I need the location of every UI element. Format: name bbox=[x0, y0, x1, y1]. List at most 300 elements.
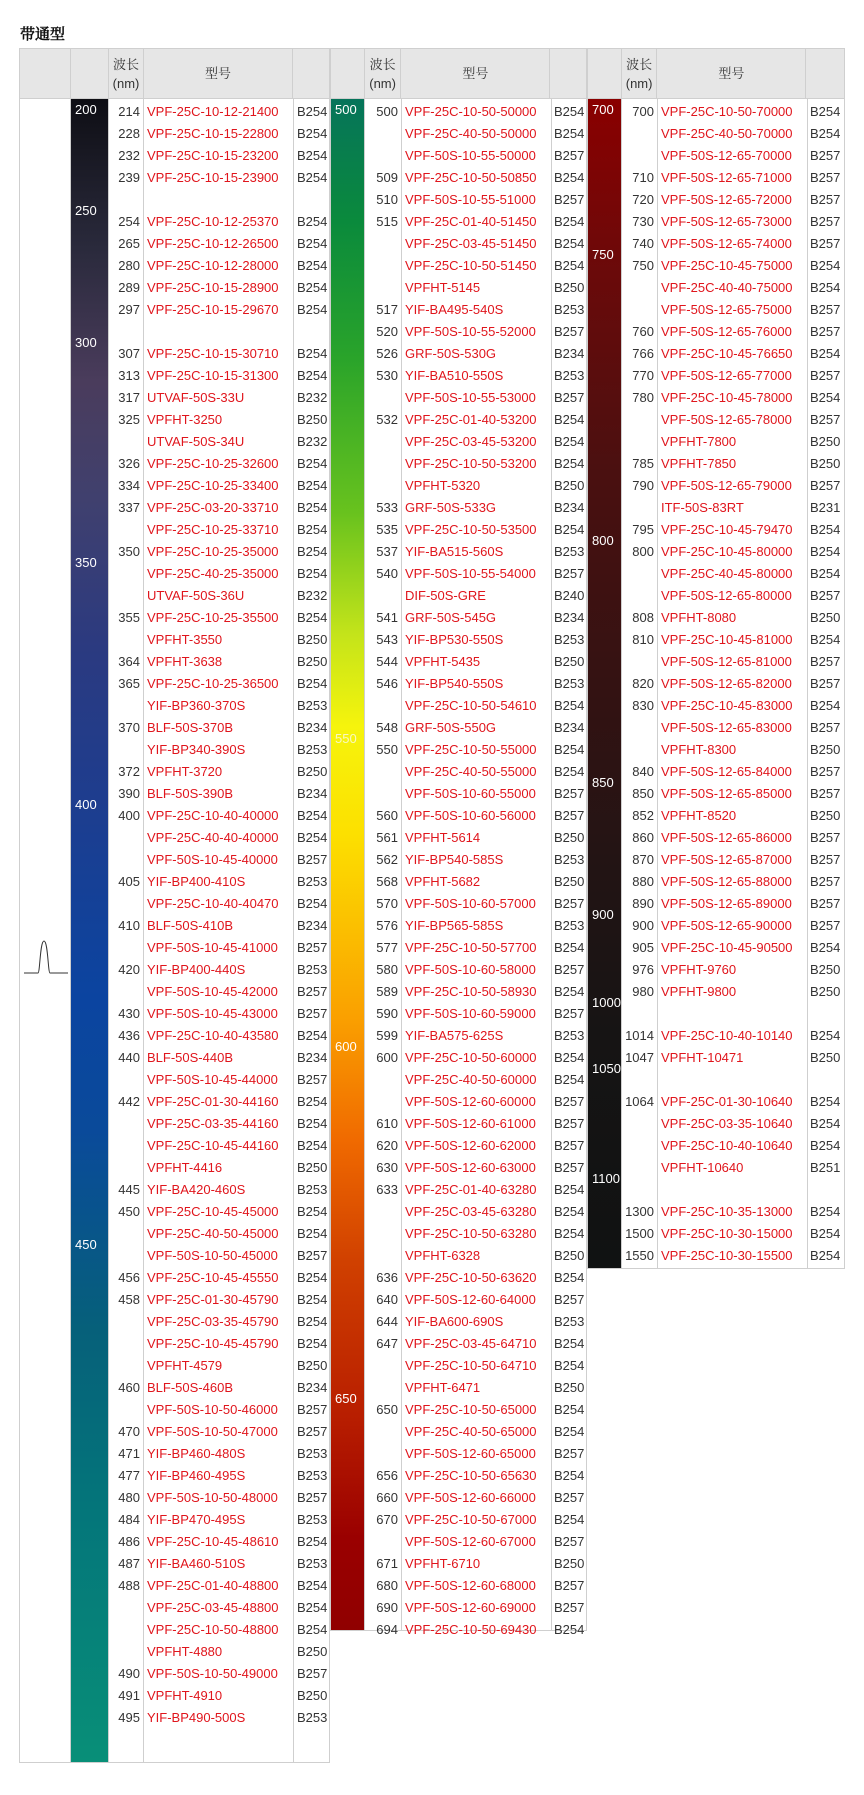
model-link[interactable]: VPF-25C-10-12-28000 bbox=[147, 258, 279, 273]
wavelength-cell: 710 bbox=[632, 170, 654, 185]
catalog-code-cell: B254 bbox=[810, 1138, 841, 1153]
model-link[interactable]: VPF-25C-40-50-70000 bbox=[661, 126, 793, 141]
model-link[interactable]: VPF-25C-03-45-48800 bbox=[147, 1600, 279, 1615]
model-link[interactable]: YIF-BA495-540S bbox=[405, 302, 504, 317]
model-link[interactable]: YIF-BP400-410S bbox=[147, 874, 246, 889]
model-link[interactable]: VPFHT-3720 bbox=[147, 764, 223, 779]
wavelength-cell: 740 bbox=[632, 236, 654, 251]
model-link[interactable]: VPF-50S-12-65-71000 bbox=[661, 170, 792, 185]
wavelength-cell: 313 bbox=[118, 368, 140, 383]
model-link[interactable]: VPFHT-5614 bbox=[405, 830, 481, 845]
model-link[interactable]: VPF-25C-10-45-78000 bbox=[661, 390, 793, 405]
model-link[interactable]: VPF-25C-10-25-32600 bbox=[147, 456, 279, 471]
model-link[interactable]: VPF-25C-10-12-21400 bbox=[147, 104, 279, 119]
model-link[interactable]: VPF-25C-10-50-48800 bbox=[147, 1622, 279, 1637]
model-link[interactable]: VPF-50S-12-60-69000 bbox=[405, 1600, 536, 1615]
model-link[interactable]: VPF-25C-10-12-26500 bbox=[147, 236, 279, 251]
wavelength-cell: 325 bbox=[118, 412, 140, 427]
catalog-code-cell: B257 bbox=[810, 324, 841, 339]
table-row bbox=[331, 1245, 586, 1267]
catalog-code-cell: B250 bbox=[297, 632, 328, 647]
catalog-code-cell: B232 bbox=[297, 390, 328, 405]
model-link[interactable]: VPF-25C-10-50-58930 bbox=[405, 984, 537, 999]
wavelength-cell: 491 bbox=[118, 1688, 140, 1703]
model-link[interactable]: VPF-25C-10-15-29670 bbox=[147, 302, 279, 317]
table-row bbox=[20, 167, 329, 189]
model-link[interactable]: VPF-25C-01-40-48800 bbox=[147, 1578, 279, 1593]
model-link[interactable]: VPF-50S-10-50-48000 bbox=[147, 1490, 278, 1505]
model-link[interactable]: VPF-50S-12-65-80000 bbox=[661, 588, 792, 603]
wavelength-cell: 630 bbox=[376, 1160, 398, 1175]
table-row bbox=[20, 629, 329, 651]
model-link[interactable]: VPF-25C-10-45-45790 bbox=[147, 1336, 279, 1351]
model-link[interactable]: VPFHT-8080 bbox=[661, 610, 737, 625]
table-body bbox=[330, 99, 587, 1637]
model-link[interactable]: VPF-50S-12-65-72000 bbox=[661, 192, 792, 207]
catalog-code-cell: B254 bbox=[810, 126, 841, 141]
model-link[interactable]: VPF-25C-10-40-43580 bbox=[147, 1028, 279, 1043]
model-link[interactable]: VPF-25C-10-50-65000 bbox=[405, 1402, 537, 1417]
model-link[interactable]: VPF-50S-10-55-54000 bbox=[405, 566, 536, 581]
catalog-code-cell: B250 bbox=[554, 830, 585, 845]
catalog-code-cell: B231 bbox=[810, 500, 841, 515]
catalog-code-cell: B232 bbox=[297, 434, 328, 449]
model-link[interactable]: VPF-50S-12-65-77000 bbox=[661, 368, 792, 383]
table-row bbox=[588, 541, 844, 563]
model-link[interactable]: VPF-25C-10-45-80000 bbox=[661, 544, 793, 559]
model-link[interactable]: BLF-50S-460B bbox=[147, 1380, 233, 1395]
model-link[interactable]: VPFHT-3550 bbox=[147, 632, 223, 647]
table-row bbox=[331, 1597, 586, 1619]
catalog-code-cell: B250 bbox=[297, 1358, 328, 1373]
model-link[interactable]: VPFHT-7800 bbox=[661, 434, 737, 449]
table-row bbox=[331, 277, 586, 299]
model-link[interactable]: VPFHT-4579 bbox=[147, 1358, 223, 1373]
table-row bbox=[20, 1223, 329, 1245]
model-link[interactable]: YIF-BP540-585S bbox=[405, 852, 504, 867]
model-link[interactable]: VPF-25C-10-15-31300 bbox=[147, 368, 279, 383]
table-row bbox=[331, 651, 586, 673]
table-body bbox=[587, 99, 845, 1269]
model-link[interactable]: VPF-25C-03-20-33710 bbox=[147, 500, 279, 515]
model-link[interactable]: VPF-50S-10-50-46000 bbox=[147, 1402, 278, 1417]
catalog-code-cell: B254 bbox=[297, 1622, 328, 1637]
model-link[interactable]: VPF-25C-03-45-64710 bbox=[405, 1336, 537, 1351]
model-link[interactable]: DIF-50S-GRE bbox=[405, 588, 486, 603]
catalog-code-cell: B254 bbox=[297, 500, 328, 515]
model-link[interactable]: VPFHT-4416 bbox=[147, 1160, 223, 1175]
model-link[interactable]: VPF-25C-10-40-40000 bbox=[147, 808, 279, 823]
catalog-code-cell: B250 bbox=[554, 478, 585, 493]
catalog-code-cell: B257 bbox=[810, 588, 841, 603]
model-link[interactable]: YIF-BA420-460S bbox=[147, 1182, 246, 1197]
model-link[interactable]: YIF-BP470-495S bbox=[147, 1512, 246, 1527]
model-link[interactable]: VPF-25C-10-30-15500 bbox=[661, 1248, 793, 1263]
model-link[interactable]: YIF-BP340-390S bbox=[147, 742, 246, 757]
model-link[interactable]: VPF-25C-10-25-35500 bbox=[147, 610, 279, 625]
model-link[interactable]: VPF-50S-12-60-60000 bbox=[405, 1094, 536, 1109]
model-link[interactable]: VPF-25C-10-50-60000 bbox=[405, 1050, 537, 1065]
model-link[interactable]: YIF-BA575-625S bbox=[405, 1028, 504, 1043]
wavelength-cell: 694 bbox=[376, 1622, 398, 1637]
model-link[interactable]: VPFHT-10640 bbox=[661, 1160, 744, 1175]
wavelength-cell: 541 bbox=[376, 610, 398, 625]
model-link[interactable]: VPF-25C-03-45-63280 bbox=[405, 1204, 537, 1219]
model-link[interactable]: VPF-25C-01-40-53200 bbox=[405, 412, 537, 427]
model-link[interactable]: YIF-BP360-370S bbox=[147, 698, 246, 713]
model-link[interactable]: GRF-50S-533G bbox=[405, 500, 497, 515]
catalog-code-cell: B250 bbox=[297, 1644, 328, 1659]
model-link[interactable]: YIF-BP530-550S bbox=[405, 632, 504, 647]
table-row bbox=[588, 365, 844, 387]
model-link[interactable]: UTVAF-50S-33U bbox=[147, 390, 245, 405]
wavelength-cell: 840 bbox=[632, 764, 654, 779]
catalog-code-cell: B257 bbox=[554, 1446, 585, 1461]
model-link[interactable]: VPF-25C-03-35-45790 bbox=[147, 1314, 279, 1329]
model-link[interactable]: VPF-25C-40-50-60000 bbox=[405, 1072, 537, 1087]
model-link[interactable]: VPF-50S-12-65-88000 bbox=[661, 874, 792, 889]
model-link[interactable]: VPF-50S-12-60-68000 bbox=[405, 1578, 536, 1593]
wavelength-cell: 880 bbox=[632, 874, 654, 889]
model-link[interactable]: VPF-25C-10-40-40470 bbox=[147, 896, 279, 911]
model-link[interactable]: VPFHT-3250 bbox=[147, 412, 223, 427]
model-link[interactable]: VPF-50S-12-65-78000 bbox=[661, 412, 792, 427]
wavelength-cell: 326 bbox=[118, 456, 140, 471]
bandpass-table-nir bbox=[587, 48, 845, 1269]
model-link[interactable]: VPF-25C-40-40-75000 bbox=[661, 280, 793, 295]
catalog-code-cell: B254 bbox=[297, 258, 328, 273]
model-link[interactable]: VPF-25C-01-30-44160 bbox=[147, 1094, 279, 1109]
model-link[interactable]: VPFHT-7850 bbox=[661, 456, 737, 471]
model-link[interactable]: VPFHT-10471 bbox=[661, 1050, 744, 1065]
model-link[interactable]: VPF-25C-40-50-55000 bbox=[405, 764, 537, 779]
model-link[interactable]: VPF-50S-12-65-82000 bbox=[661, 676, 792, 691]
model-link[interactable]: VPF-50S-12-65-83000 bbox=[661, 720, 792, 735]
model-link[interactable]: BLF-50S-390B bbox=[147, 786, 233, 801]
catalog-code-cell: B254 bbox=[297, 214, 328, 229]
catalog-code-cell: B254 bbox=[297, 126, 328, 141]
model-link[interactable]: VPF-25C-10-15-30710 bbox=[147, 346, 279, 361]
table-row bbox=[20, 365, 329, 387]
table-row bbox=[20, 1091, 329, 1113]
table-row bbox=[331, 123, 586, 145]
model-link[interactable]: VPF-50S-10-45-40000 bbox=[147, 852, 278, 867]
table-row bbox=[588, 387, 844, 409]
model-link[interactable]: VPFHT-3638 bbox=[147, 654, 223, 669]
catalog-code-cell: B257 bbox=[554, 1138, 585, 1153]
model-link[interactable]: YIF-BP460-495S bbox=[147, 1468, 246, 1483]
wavelength-cell: 500 bbox=[376, 104, 398, 119]
model-link[interactable]: VPF-50S-12-60-62000 bbox=[405, 1138, 536, 1153]
model-link[interactable]: YIF-BP540-550S bbox=[405, 676, 504, 691]
table-row bbox=[20, 1575, 329, 1597]
table-row bbox=[331, 475, 586, 497]
catalog-code-cell: B257 bbox=[554, 1600, 585, 1615]
table-row bbox=[20, 321, 329, 343]
table-row bbox=[588, 167, 844, 189]
table-row bbox=[20, 761, 329, 783]
model-link[interactable]: VPF-25C-10-50-53200 bbox=[405, 456, 537, 471]
model-link[interactable]: VPFHT-9800 bbox=[661, 984, 737, 999]
model-link[interactable]: VPFHT-5145 bbox=[405, 280, 481, 295]
model-link[interactable]: VPF-25C-10-50-55000 bbox=[405, 742, 537, 757]
model-link[interactable]: VPF-25C-03-35-44160 bbox=[147, 1116, 279, 1131]
model-link[interactable]: VPF-50S-12-65-85000 bbox=[661, 786, 792, 801]
model-link[interactable]: VPF-50S-12-65-79000 bbox=[661, 478, 792, 493]
model-link[interactable]: VPF-50S-12-65-74000 bbox=[661, 236, 792, 251]
spectrum-tick-label: 750 bbox=[592, 247, 614, 262]
model-link[interactable]: VPFHT-8520 bbox=[661, 808, 737, 823]
model-link[interactable]: VPF-25C-01-30-45790 bbox=[147, 1292, 279, 1307]
model-link[interactable]: VPF-50S-10-50-47000 bbox=[147, 1424, 278, 1439]
model-link[interactable]: VPF-50S-10-55-51000 bbox=[405, 192, 536, 207]
table-row bbox=[588, 299, 844, 321]
model-link[interactable]: ITF-50S-83RT bbox=[661, 500, 744, 515]
model-link[interactable]: VPF-25C-10-25-33400 bbox=[147, 478, 279, 493]
model-link[interactable]: VPF-25C-10-45-90500 bbox=[661, 940, 793, 955]
model-link[interactable]: YIF-BP490-500S bbox=[147, 1710, 246, 1725]
model-link[interactable]: VPF-25C-10-50-53500 bbox=[405, 522, 537, 537]
model-link[interactable]: VPFHT-5682 bbox=[405, 874, 481, 889]
catalog-code-cell: B234 bbox=[297, 720, 328, 735]
model-link[interactable]: VPF-50S-12-65-70000 bbox=[661, 148, 792, 163]
catalog-code-cell: B254 bbox=[554, 456, 585, 471]
model-link[interactable]: VPF-25C-10-45-75000 bbox=[661, 258, 793, 273]
table-row bbox=[588, 717, 844, 739]
model-link[interactable]: VPF-25C-01-30-10640 bbox=[661, 1094, 793, 1109]
model-link[interactable]: VPF-25C-03-35-10640 bbox=[661, 1116, 793, 1131]
model-link[interactable]: VPF-25C-10-15-23900 bbox=[147, 170, 279, 185]
wavelength-cell: 317 bbox=[118, 390, 140, 405]
model-link[interactable]: VPF-25C-10-15-23200 bbox=[147, 148, 279, 163]
model-link[interactable]: VPF-25C-10-12-25370 bbox=[147, 214, 279, 229]
model-link[interactable]: VPF-25C-10-50-69430 bbox=[405, 1622, 537, 1637]
model-link[interactable]: VPFHT-5320 bbox=[405, 478, 481, 493]
model-link[interactable]: VPF-25C-10-50-51450 bbox=[405, 258, 537, 273]
wavelength-cell: 520 bbox=[376, 324, 398, 339]
table-row bbox=[20, 1333, 329, 1355]
model-link[interactable]: VPF-50S-10-45-43000 bbox=[147, 1006, 278, 1021]
model-link[interactable]: VPF-25C-10-45-44160 bbox=[147, 1138, 279, 1153]
model-link[interactable]: YIF-BP565-585S bbox=[405, 918, 504, 933]
table-row bbox=[20, 1377, 329, 1399]
model-link[interactable]: VPF-50S-10-60-55000 bbox=[405, 786, 536, 801]
table-row bbox=[20, 1113, 329, 1135]
model-link[interactable]: YIF-BP400-440S bbox=[147, 962, 246, 977]
model-link[interactable]: VPF-25C-10-45-81000 bbox=[661, 632, 793, 647]
model-link[interactable]: VPF-50S-12-65-87000 bbox=[661, 852, 792, 867]
model-link[interactable]: VPF-25C-10-35-13000 bbox=[661, 1204, 793, 1219]
table-row bbox=[20, 431, 329, 453]
model-link[interactable]: VPF-25C-10-50-57700 bbox=[405, 940, 537, 955]
model-link[interactable]: VPFHT-4910 bbox=[147, 1688, 223, 1703]
model-link[interactable]: UTVAF-50S-36U bbox=[147, 588, 245, 603]
table-row bbox=[331, 167, 586, 189]
model-link[interactable]: VPF-25C-40-50-45000 bbox=[147, 1226, 279, 1241]
model-link[interactable]: VPF-25C-40-45-80000 bbox=[661, 566, 793, 581]
table-row bbox=[20, 805, 329, 827]
model-link[interactable]: VPFHT-4880 bbox=[147, 1644, 223, 1659]
model-link[interactable]: VPF-25C-40-25-35000 bbox=[147, 566, 279, 581]
table-row bbox=[331, 343, 586, 365]
catalog-code-cell: B257 bbox=[554, 962, 585, 977]
table-row bbox=[588, 827, 844, 849]
model-link[interactable]: VPF-50S-10-55-52000 bbox=[405, 324, 536, 339]
model-link[interactable]: VPF-25C-10-50-63620 bbox=[405, 1270, 537, 1285]
table-row bbox=[20, 211, 329, 233]
model-link[interactable]: VPF-50S-10-50-45000 bbox=[147, 1248, 278, 1263]
catalog-code-cell: B232 bbox=[297, 588, 328, 603]
table-row bbox=[331, 717, 586, 739]
model-link[interactable]: UTVAF-50S-34U bbox=[147, 434, 245, 449]
catalog-code-cell: B250 bbox=[297, 412, 328, 427]
catalog-code-cell: B257 bbox=[297, 1424, 328, 1439]
model-link[interactable]: VPF-25C-10-25-33710 bbox=[147, 522, 279, 537]
table-row bbox=[20, 563, 329, 585]
catalog-code-cell: B257 bbox=[554, 1578, 585, 1593]
catalog-code-cell: B254 bbox=[554, 1512, 585, 1527]
model-link[interactable]: GRF-50S-550G bbox=[405, 720, 497, 735]
model-link[interactable]: VPF-50S-10-60-57000 bbox=[405, 896, 536, 911]
model-link[interactable]: VPF-50S-12-60-66000 bbox=[405, 1490, 536, 1505]
model-link[interactable]: VPF-25C-10-15-28900 bbox=[147, 280, 279, 295]
spectrum-tick-label: 650 bbox=[335, 1391, 357, 1406]
model-link[interactable]: VPF-25C-40-50-65000 bbox=[405, 1424, 537, 1439]
model-link[interactable]: VPF-50S-10-50-49000 bbox=[147, 1666, 278, 1681]
table-row bbox=[588, 145, 844, 167]
table-row bbox=[331, 695, 586, 717]
model-link[interactable]: VPF-50S-12-65-84000 bbox=[661, 764, 792, 779]
model-link[interactable]: VPF-25C-10-50-63280 bbox=[405, 1226, 537, 1241]
model-link[interactable]: VPF-25C-10-40-10640 bbox=[661, 1138, 793, 1153]
model-link[interactable]: VPF-25C-01-40-51450 bbox=[405, 214, 537, 229]
model-link[interactable]: VPF-50S-10-60-59000 bbox=[405, 1006, 536, 1021]
model-link[interactable]: VPF-50S-12-60-63000 bbox=[405, 1160, 536, 1175]
model-link[interactable]: VPF-25C-10-45-45550 bbox=[147, 1270, 279, 1285]
model-link[interactable]: VPFHT-6328 bbox=[405, 1248, 481, 1263]
model-link[interactable]: VPF-25C-10-45-79470 bbox=[661, 522, 793, 537]
model-link[interactable]: VPF-25C-10-45-48610 bbox=[147, 1534, 279, 1549]
wavelength-cell: 976 bbox=[632, 962, 654, 977]
model-link[interactable]: VPF-25C-03-45-51450 bbox=[405, 236, 537, 251]
model-link[interactable]: VPFHT-5435 bbox=[405, 654, 481, 669]
table-header bbox=[19, 48, 330, 99]
table-row bbox=[331, 431, 586, 453]
model-link[interactable]: VPF-50S-12-65-73000 bbox=[661, 214, 792, 229]
model-link[interactable]: VPF-25C-10-45-76650 bbox=[661, 346, 793, 361]
catalog-code-cell: B250 bbox=[810, 742, 841, 757]
catalog-code-cell: B254 bbox=[554, 1226, 585, 1241]
model-link[interactable]: VPF-25C-10-15-22800 bbox=[147, 126, 279, 141]
model-link[interactable]: BLF-50S-410B bbox=[147, 918, 233, 933]
model-link[interactable]: VPF-25C-10-40-10140 bbox=[661, 1028, 793, 1043]
model-link[interactable]: VPF-50S-12-60-67000 bbox=[405, 1534, 536, 1549]
model-link[interactable]: VPF-25C-10-25-36500 bbox=[147, 676, 279, 691]
model-link[interactable]: GRF-50S-530G bbox=[405, 346, 497, 361]
model-link[interactable]: VPF-25C-10-50-64710 bbox=[405, 1358, 537, 1373]
model-link[interactable]: VPF-25C-03-45-53200 bbox=[405, 434, 537, 449]
model-link[interactable]: VPF-25C-01-40-63280 bbox=[405, 1182, 537, 1197]
model-link[interactable]: YIF-BA600-690S bbox=[405, 1314, 504, 1329]
bandpass-table-visible bbox=[330, 48, 587, 1637]
wavelength-cell: 576 bbox=[376, 918, 398, 933]
table-row bbox=[20, 255, 329, 277]
model-link[interactable]: VPF-50S-12-65-89000 bbox=[661, 896, 792, 911]
wavelength-cell: 830 bbox=[632, 698, 654, 713]
model-link[interactable]: VPF-50S-10-60-58000 bbox=[405, 962, 536, 977]
header-model: 型号 bbox=[657, 49, 806, 98]
catalog-code-cell: B257 bbox=[297, 1666, 328, 1681]
model-link[interactable]: YIF-BP460-480S bbox=[147, 1446, 246, 1461]
model-link[interactable]: VPF-50S-12-65-76000 bbox=[661, 324, 792, 339]
table-row bbox=[588, 915, 844, 937]
wavelength-cell: 870 bbox=[632, 852, 654, 867]
model-link[interactable]: VPF-50S-10-45-41000 bbox=[147, 940, 278, 955]
model-link[interactable]: VPFHT-8300 bbox=[661, 742, 737, 757]
model-link[interactable]: VPF-25C-10-50-50850 bbox=[405, 170, 537, 185]
catalog-code-cell: B234 bbox=[554, 720, 585, 735]
model-link[interactable]: VPF-50S-12-60-65000 bbox=[405, 1446, 536, 1461]
table-row bbox=[20, 519, 329, 541]
model-link[interactable]: VPF-50S-12-65-86000 bbox=[661, 830, 792, 845]
model-link[interactable]: VPFHT-9760 bbox=[661, 962, 737, 977]
table-row bbox=[588, 585, 844, 607]
model-link[interactable]: YIF-BA460-510S bbox=[147, 1556, 246, 1571]
header-blank-cell bbox=[550, 49, 586, 98]
model-link[interactable]: BLF-50S-440B bbox=[147, 1050, 233, 1065]
model-link[interactable]: VPF-25C-10-50-65630 bbox=[405, 1468, 537, 1483]
table-row bbox=[20, 959, 329, 981]
catalog-code-cell: B250 bbox=[297, 1160, 328, 1175]
model-link[interactable]: VPF-25C-10-50-67000 bbox=[405, 1512, 537, 1527]
model-link[interactable]: VPF-50S-12-60-64000 bbox=[405, 1292, 536, 1307]
catalog-code-cell: B257 bbox=[297, 984, 328, 999]
model-link[interactable]: YIF-BA515-560S bbox=[405, 544, 504, 559]
model-link[interactable]: VPFHT-6471 bbox=[405, 1380, 481, 1395]
header-blank-cell bbox=[806, 49, 844, 98]
model-link[interactable]: BLF-50S-370B bbox=[147, 720, 233, 735]
table-row bbox=[588, 695, 844, 717]
model-link[interactable]: VPF-25C-10-45-83000 bbox=[661, 698, 793, 713]
model-link[interactable]: VPF-50S-12-65-90000 bbox=[661, 918, 792, 933]
model-link[interactable]: VPF-25C-10-30-15000 bbox=[661, 1226, 793, 1241]
model-link[interactable]: VPF-50S-10-55-53000 bbox=[405, 390, 536, 405]
model-link[interactable]: VPF-50S-10-45-44000 bbox=[147, 1072, 278, 1087]
model-link[interactable]: VPF-50S-10-55-50000 bbox=[405, 148, 536, 163]
catalog-code-cell: B254 bbox=[554, 1468, 585, 1483]
catalog-code-cell: B254 bbox=[554, 104, 585, 119]
spectrum-tick-label: 850 bbox=[592, 775, 614, 790]
model-link[interactable]: GRF-50S-545G bbox=[405, 610, 497, 625]
model-link[interactable]: VPF-25C-10-50-50000 bbox=[405, 104, 537, 119]
model-link[interactable]: VPF-50S-10-60-56000 bbox=[405, 808, 536, 823]
model-link[interactable]: VPFHT-6710 bbox=[405, 1556, 481, 1571]
model-link[interactable]: VPF-50S-12-65-75000 bbox=[661, 302, 792, 317]
catalog-code-cell: B254 bbox=[297, 456, 328, 471]
catalog-code-cell: B254 bbox=[810, 544, 841, 559]
model-link[interactable]: VPF-25C-10-50-54610 bbox=[405, 698, 537, 713]
model-link[interactable]: VPF-25C-40-40-40000 bbox=[147, 830, 279, 845]
spectrum-tick-label: 700 bbox=[592, 102, 614, 117]
model-link[interactable]: VPF-25C-10-45-45000 bbox=[147, 1204, 279, 1219]
model-link[interactable]: VPF-25C-10-50-70000 bbox=[661, 104, 793, 119]
model-link[interactable]: VPF-50S-12-60-61000 bbox=[405, 1116, 536, 1131]
model-link[interactable]: VPF-25C-40-50-50000 bbox=[405, 126, 537, 141]
model-link[interactable]: VPF-50S-10-45-42000 bbox=[147, 984, 278, 999]
model-link[interactable]: VPF-25C-10-25-35000 bbox=[147, 544, 279, 559]
model-link[interactable]: VPF-50S-12-65-81000 bbox=[661, 654, 792, 669]
model-link[interactable]: YIF-BA510-550S bbox=[405, 368, 504, 383]
